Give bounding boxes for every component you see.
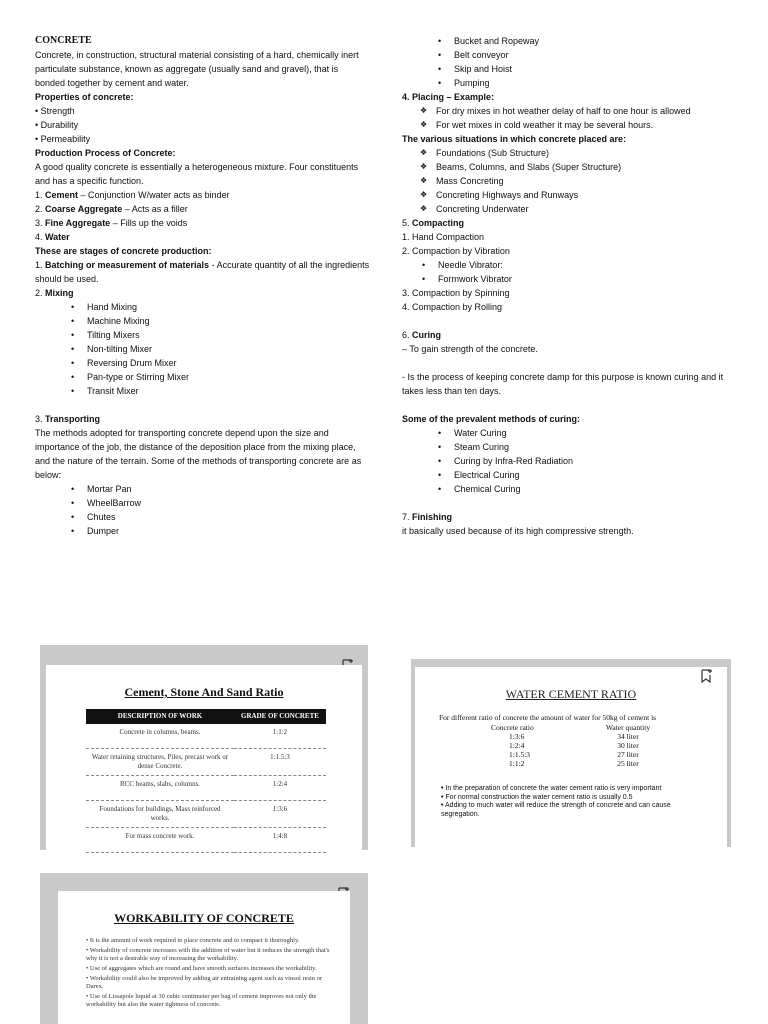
table-row: For mass concrete work. 1:4:8	[86, 828, 326, 853]
list-item: • Machine Mixing	[71, 314, 370, 328]
mixing-list	[71, 300, 370, 398]
compacting-item: 2. Compaction by Vibration	[402, 246, 510, 256]
workability-card-page	[58, 891, 350, 1024]
list-item: • Chemical Curing	[438, 482, 742, 496]
list-item: • Formwork Vibrator	[422, 272, 742, 286]
compacting-heading: 5. Compacting	[402, 218, 465, 228]
table-header: GRADE OF CONCRETE	[234, 709, 326, 724]
ratio-card-title: Cement, Stone And Sand Ratio	[124, 685, 284, 699]
transport-text: The methods adopted for transporting concrete depend upon the size and importance of the job, the distance of the deposition place from the mixing place, and the nature of the terrain. Some of the methods of transporting concrete are as below:	[35, 428, 362, 480]
table-row: 1:3:6 34 liter	[509, 732, 639, 741]
list-item: ❖ Foundations (Sub Structure)	[420, 146, 742, 160]
table-row: 1:1.5:3 27 liter	[509, 750, 639, 759]
list-item: • Pumping	[438, 76, 742, 90]
list-item: • Tilting Mixers	[71, 328, 370, 342]
list-item: ❖ Beams, Columns, and Slabs (Super Structure)	[420, 160, 742, 174]
list-item: • Non-tilting Mixer	[71, 342, 370, 356]
list-item: • Curing by Infra-Red Radiation	[438, 454, 742, 468]
list-item: • Hand Mixing	[71, 300, 370, 314]
note-item: • It is the amount of work required to place concrete and to compact it thoroughly.	[86, 937, 300, 944]
water-cement-intro: For different ratio of concrete the amount of water for 50kg of cement is	[439, 713, 657, 722]
constituent-item: 4. Water	[35, 232, 70, 242]
batching-item: 1. Batching or measurement of materials - Accurate quantity of all the ingredients	[35, 260, 370, 270]
mixing-heading: 2. Mixing	[35, 288, 74, 298]
note-item: • Use of aggregates which are round and have smooth surfaces increases the workability.	[86, 965, 317, 972]
finishing-text: it basically used because of its high compressive strength.	[402, 526, 634, 536]
list-item: • WheelBarrow	[71, 496, 370, 510]
list-item: • Skip and Hoist	[438, 62, 742, 76]
list-item: • Bucket and Ropeway	[438, 34, 742, 48]
stages-heading: These are stages of concrete production:	[35, 246, 212, 256]
situations-list	[420, 146, 742, 216]
placing-list	[420, 104, 742, 132]
table-row: 1:1:2 25 liter	[509, 759, 639, 768]
list-item: • Chutes	[71, 510, 370, 524]
workability-notes	[78, 937, 340, 1011]
bookmark-add-icon[interactable]	[701, 669, 713, 683]
water-cement-table	[463, 723, 683, 768]
curing-methods-heading: Some of the prevalent methods of curing:	[402, 414, 581, 424]
table-row: 1:2:4 30 liter	[509, 741, 639, 750]
list-item: • Reversing Drum Mixer	[71, 356, 370, 370]
note-item: • Workability could also be improved by adding air entraining agent such as vinsol resin or Darex.	[86, 975, 323, 990]
list-item: ❖ Concreting Underwater	[420, 202, 742, 216]
curing-methods-list	[438, 426, 742, 496]
list-item: ❖ For dry mixes in hot weather delay of half to one hour is allowed	[420, 104, 742, 118]
ratio-card-page	[46, 665, 362, 850]
list-item: • Electrical Curing	[438, 468, 742, 482]
property-item: • Permeability	[35, 134, 91, 144]
curing-text: – To gain strength of the concrete.	[402, 344, 538, 354]
curing-text: - Is the process of keeping concrete damp for this purpose is known curing and it takes less than ten days.	[402, 372, 724, 396]
finishing-heading: 7. Finishing	[402, 512, 453, 522]
list-item: • Steam Curing	[438, 440, 742, 454]
list-item: ❖ Mass Concreting	[420, 174, 742, 188]
list-item: ❖ Concreting Highways and Runways	[420, 188, 742, 202]
intro-paragraph: Concrete, in construction, structural material consisting of a hard, chemically inert particulate substance, known as aggregate (usually sand and gravel), that is bonded together by cement and water.	[35, 50, 359, 88]
list-item: • Pan-type or Stirring Mixer	[71, 370, 370, 384]
property-item: • Strength	[35, 106, 75, 116]
note-item: • Use of Lissapole liquid at 30 cubic centimeter per bag of cement improves not only the workability but also the water tightness of concrete.	[86, 993, 317, 1008]
constituent-item: 1. Cement – Conjunction W/water acts as binder	[35, 190, 230, 200]
transport-list-cont	[438, 34, 742, 90]
water-cement-card-page	[415, 667, 727, 847]
ratio-table	[86, 709, 326, 853]
compacting-item: 4. Compaction by Rolling	[402, 302, 503, 312]
situations-heading: The various situations in which concrete placed are:	[402, 134, 627, 144]
batching-item-cont: should be used.	[35, 274, 99, 284]
ratio-card[interactable]	[40, 645, 368, 850]
production-text: A good quality concrete is essentially a heterogeneous mixture. Four constituents and has a specific function.	[35, 162, 359, 186]
property-item: • Durability	[35, 120, 79, 130]
table-header-row: Concrete ratio Water quantity	[491, 723, 651, 732]
note-item: • • In the preparation of concrete the water cement ratio is very important	[441, 785, 711, 794]
table-row: Water retaining structures, Piles, precast work or dense Concrete. 1:1.5:3	[86, 749, 326, 776]
note-item: • Workability of concrete increases with the addition of water but it reduces the strength that's why it is not a desirable way of increasing the workability.	[86, 947, 330, 962]
constituent-item: 2. Coarse Aggregate – Acts as a filler	[35, 204, 188, 214]
placing-heading: 4. Placing – Example:	[402, 92, 495, 102]
workability-title: WORKABILITY OF CONCRETE	[114, 911, 294, 925]
list-item: • Belt conveyor	[438, 48, 742, 62]
table-row: RCC beams, slabs, columns. 1:2:4	[86, 776, 326, 801]
right-column	[402, 34, 742, 538]
list-item: • Transit Mixer	[71, 384, 370, 398]
table-row: Concrete in columns, beams. 1:1:2	[86, 724, 326, 749]
note-item: • • Adding to much water will reduce the strength of concrete and can cause segregation.	[441, 802, 711, 819]
list-item: • Water Curing	[438, 426, 742, 440]
note-item: • • For normal construction the water cement ratio is usually 0.5	[441, 794, 711, 803]
constituent-item: 3. Fine Aggregate – Fills up the voids	[35, 218, 188, 228]
list-item: ❖ For wet mixes in cold weather it may be several hours.	[420, 118, 742, 132]
curing-heading: 6. Curing	[402, 330, 442, 340]
water-cement-notes	[441, 785, 711, 819]
document-title: CONCRETE	[35, 35, 92, 46]
vibration-list	[422, 258, 742, 286]
list-item: • Needle Vibrator:	[422, 258, 742, 272]
production-heading: Production Process of Concrete:	[35, 148, 176, 158]
properties-heading: Properties of concrete:	[35, 92, 134, 102]
water-cement-title: WATER CEMENT RATIO	[505, 687, 637, 701]
transport-heading: 3. Transporting	[35, 414, 101, 424]
compacting-item: 1. Hand Compaction	[402, 232, 485, 242]
table-header: DESCRIPTION OF WORK	[86, 709, 234, 724]
table-row: Foundations for buildings, Mass reinforced works. 1:3:6	[86, 801, 326, 828]
left-column	[35, 34, 370, 538]
compacting-item: 3. Compaction by Spinning	[402, 288, 510, 298]
water-cement-card[interactable]	[411, 659, 731, 847]
list-item: • Mortar Pan	[71, 482, 370, 496]
workability-card[interactable]	[40, 873, 368, 1024]
transport-list	[71, 482, 370, 538]
list-item: • Dumper	[71, 524, 370, 538]
